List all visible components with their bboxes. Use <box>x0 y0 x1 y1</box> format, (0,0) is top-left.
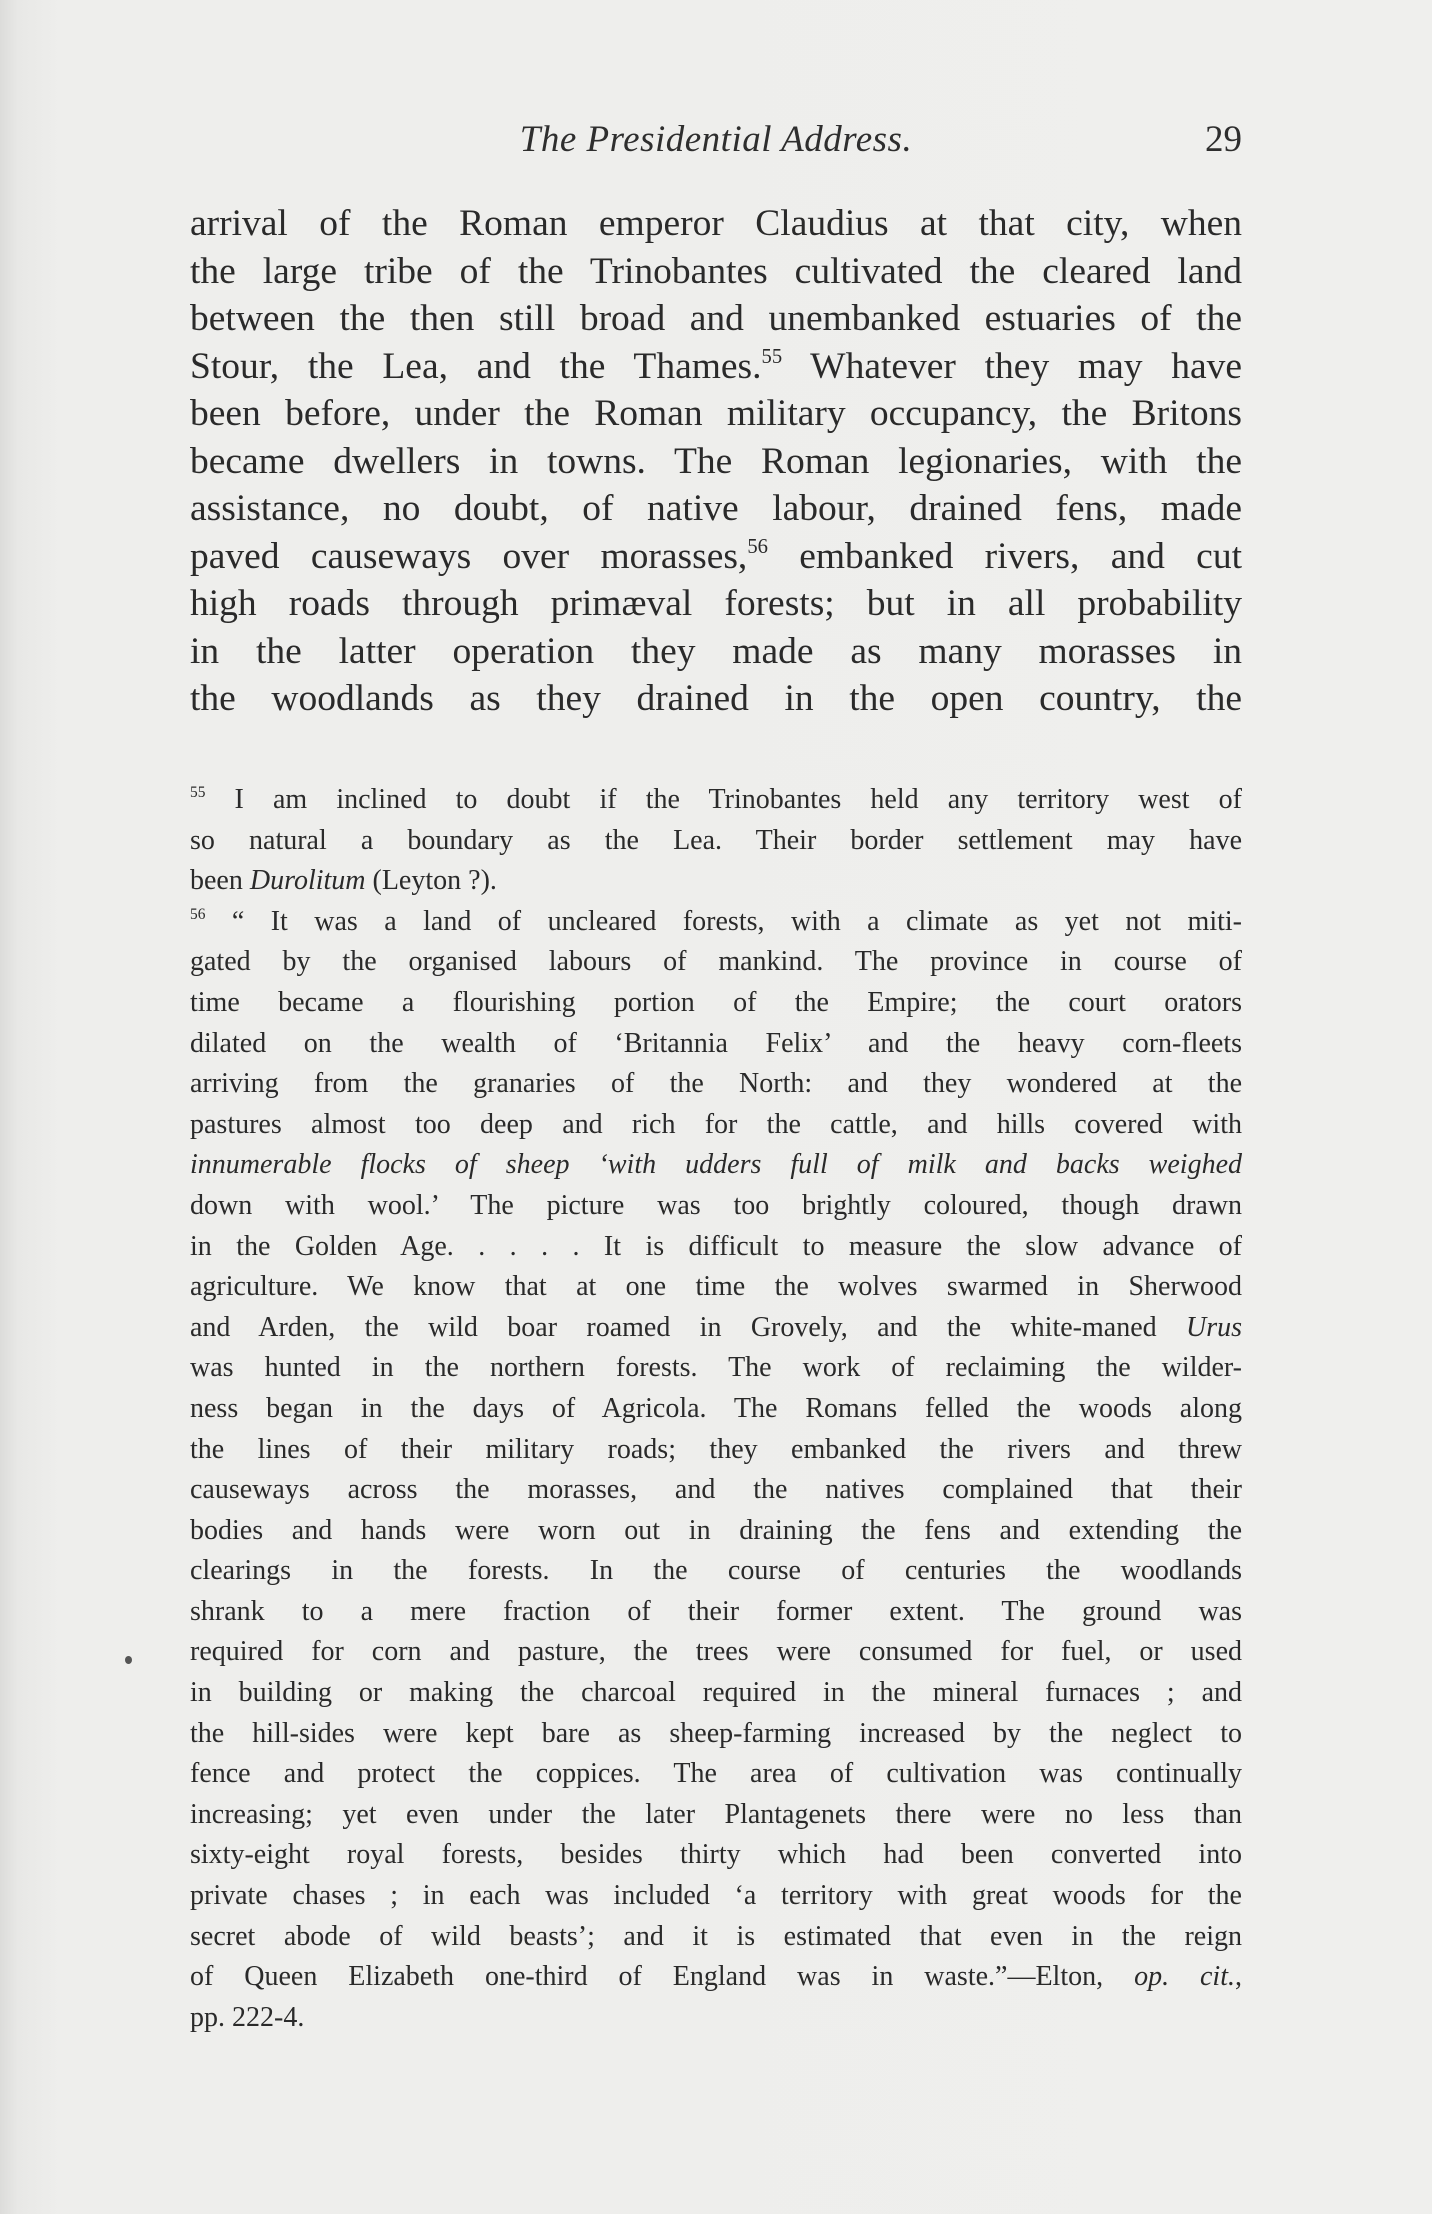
footnote-line: causeways across the morasses, and the natives complained that their <box>190 1474 1242 1506</box>
footnote-line: gated by the organised labours of mankind. The province in course of <box>190 946 1242 978</box>
footnote-line: in the Golden Age. . . . . It is difficult to measure the slow advance of <box>190 1230 1242 1262</box>
body-line: the woodlands as they drained in the open country, the <box>190 678 1242 719</box>
ink-mark <box>125 1656 132 1664</box>
body-line: been before, under the Roman military occupancy, the Britons <box>190 393 1242 434</box>
footnote-line: bodies and hands were worn out in draining the fens and extending the <box>190 1514 1242 1546</box>
footnote-line: $^{55}$ I am inclined to doubt if the Trinobantes held any territory west of <box>190 783 1242 815</box>
footnote-line: sixty-eight royal forests, besides thirty which had been converted into <box>190 1839 1242 1871</box>
body-line: became dwellers in towns. The Roman legionaries, with the <box>190 440 1242 482</box>
footnote-line: innumerable flocks of sheep ‘with udders full of milk and backs weighed <box>190 1149 1242 1181</box>
footnote-line: of Queen Elizabeth one-third of England was in waste.”—Elton, op. cit., <box>190 1961 1242 1993</box>
footnote-line: dilated on the wealth of ‘Britannia Felix’ and the heavy corn-fleets <box>190 1027 1242 1059</box>
footnote-line: the lines of their military roads; they embanked the rivers and threw <box>190 1433 1242 1465</box>
body-line: the large tribe of the Trinobantes cultivated the cleared land <box>190 250 1242 292</box>
footnote-marker-55: 55 <box>190 783 206 801</box>
footnote-line: pp. 222-4. <box>190 2001 305 2033</box>
footnote-line: in building or making the charcoal required in the mineral furnaces ; and <box>190 1677 1242 1709</box>
footnote-line: increasing; yet even under the later Plantagenets there were no less than <box>190 1798 1242 1830</box>
footnote-line: arriving from the granaries of the North: and they wondered at the <box>190 1068 1242 1100</box>
footnote-line: $^{56}$ “ It was a land of uncleared forests, with a climate as yet not miti- <box>190 905 1242 937</box>
footnote-line: ness began in the days of Agricola. The Romans felled the woods along <box>190 1392 1242 1424</box>
footnote-line: clearings in the forests. In the course of centuries the woodlands <box>190 1555 1242 1587</box>
body-line: Stour, the Lea, and the Thames.$^{55}$ Whatever they may have <box>190 345 1242 387</box>
footnote-ref-56: 56 <box>747 535 768 558</box>
footnote-line: down with wool.’ The picture was too brightly coloured, though drawn <box>190 1189 1242 1221</box>
footnote-ref-55: 55 <box>761 345 783 368</box>
footnote-line: secret abode of wild beasts’; and it is estimated that even in the reign <box>190 1920 1242 1952</box>
footnote-marker-56: 56 <box>190 905 206 923</box>
footnote-line: been Durolitum (Leyton ?). <box>190 865 497 897</box>
body-line: assistance, no doubt, of native labour, drained fens, made <box>190 488 1242 529</box>
footnote-line: pastures almost too deep and rich for the cattle, and hills covered with <box>190 1108 1242 1140</box>
footnote-line: private chases ; in each was included ‘a territory with great woods for the <box>190 1880 1242 1912</box>
page-header <box>190 118 1242 168</box>
footnote-line: fence and protect the coppices. The area of cultivation was continually <box>190 1758 1242 1790</box>
page-number: 29 <box>1205 119 1242 160</box>
body-line: paved causeways over morasses,$^{56}$ embanked rivers, and cut <box>190 535 1242 577</box>
footnote-line: so natural a boundary as the Lea. Their border settlement may have <box>190 824 1242 856</box>
running-title: The Presidential Address. <box>519 119 913 160</box>
footnote-line: and Arden, the wild boar roamed in Grovely, and the white-maned Urus <box>190 1311 1242 1343</box>
footnote-line: the hill-sides were kept bare as sheep-farming increased by the neglect to <box>190 1717 1242 1749</box>
body-line: between the then still broad and unembanked estuaries of the <box>190 298 1242 339</box>
footnote-line: time became a flourishing portion of the Empire; the court orators <box>190 986 1242 1018</box>
footnote-line: agriculture. We know that at one time the wolves swarmed in Sherwood <box>190 1271 1242 1303</box>
body-line: in the latter operation they made as many morasses in <box>190 630 1242 672</box>
body-line: high roads through primæval forests; but in all probability <box>190 583 1242 624</box>
footnote-line: shrank to a mere fraction of their former extent. The ground was <box>190 1595 1242 1627</box>
body-line: arrival of the Roman emperor Claudius at that city, when <box>190 203 1242 244</box>
footnotes <box>190 780 1242 2038</box>
body-text <box>190 200 1242 723</box>
footnote-line: was hunted in the northern forests. The work of reclaiming the wilder- <box>190 1352 1242 1384</box>
footnote-line: required for corn and pasture, the trees were consumed for fuel, or used <box>190 1636 1242 1668</box>
